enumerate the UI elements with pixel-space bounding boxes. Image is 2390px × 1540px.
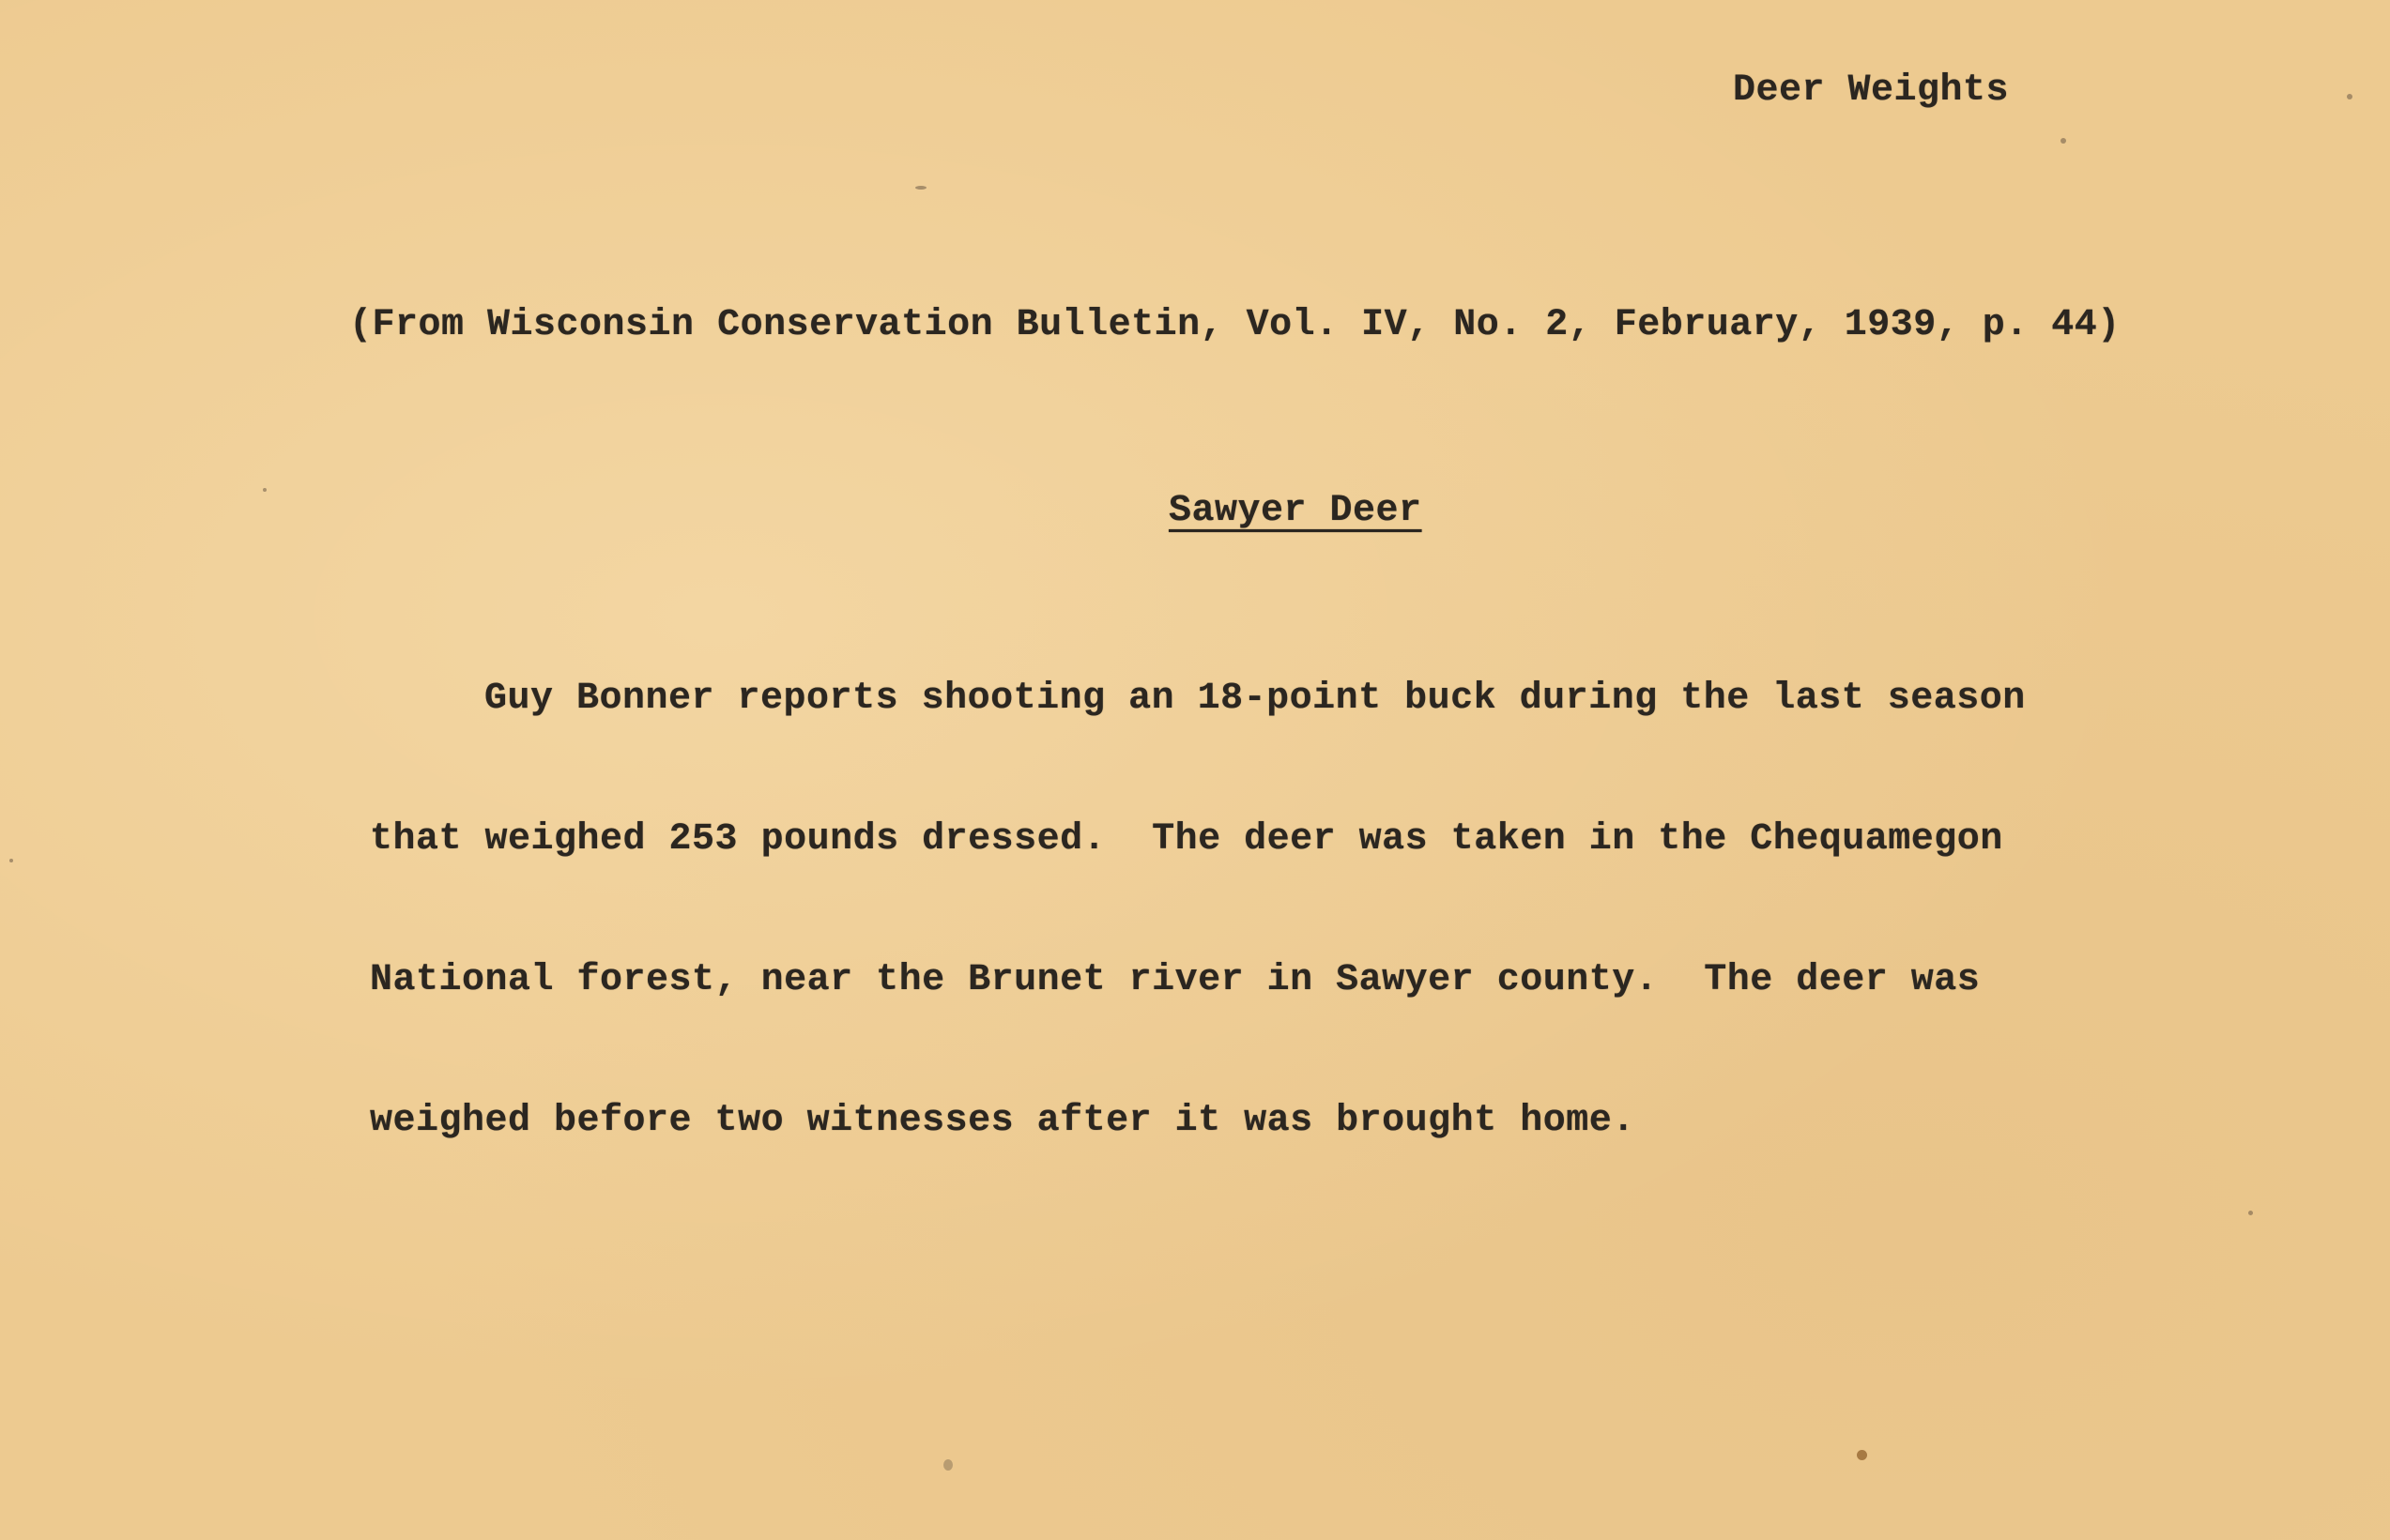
article-body bbox=[370, 582, 2026, 1239]
body-line: National forest, near the Brunet river in Sawyer county. The deer was bbox=[370, 959, 1981, 1001]
paper-speck bbox=[263, 488, 267, 492]
body-line: that weighed 253 pounds dressed. The deer was taken in the Chequamegon bbox=[370, 818, 2003, 861]
paper-speck bbox=[2248, 1211, 2253, 1215]
source-citation: (From Wisconsin Conservation Bulletin, Vol. IV, No. 2, February, 1939, p. 44) bbox=[349, 304, 2121, 346]
body-line-text: Guy Bonner reports shooting an 18-point buck during the last season bbox=[484, 678, 2026, 720]
paper-speck bbox=[915, 186, 927, 190]
article-heading: Sawyer Deer bbox=[1169, 490, 1422, 532]
paper-speck bbox=[9, 859, 13, 862]
paper-speck bbox=[2061, 138, 2066, 144]
body-line: weighed before two witnesses after it was brought home. bbox=[370, 1100, 1635, 1142]
paper-speck bbox=[1857, 1450, 1867, 1460]
category-label: Deer Weights bbox=[1733, 69, 2010, 112]
body-line bbox=[370, 676, 2026, 723]
paper-speck bbox=[943, 1459, 953, 1471]
paper-speck bbox=[2347, 94, 2352, 99]
